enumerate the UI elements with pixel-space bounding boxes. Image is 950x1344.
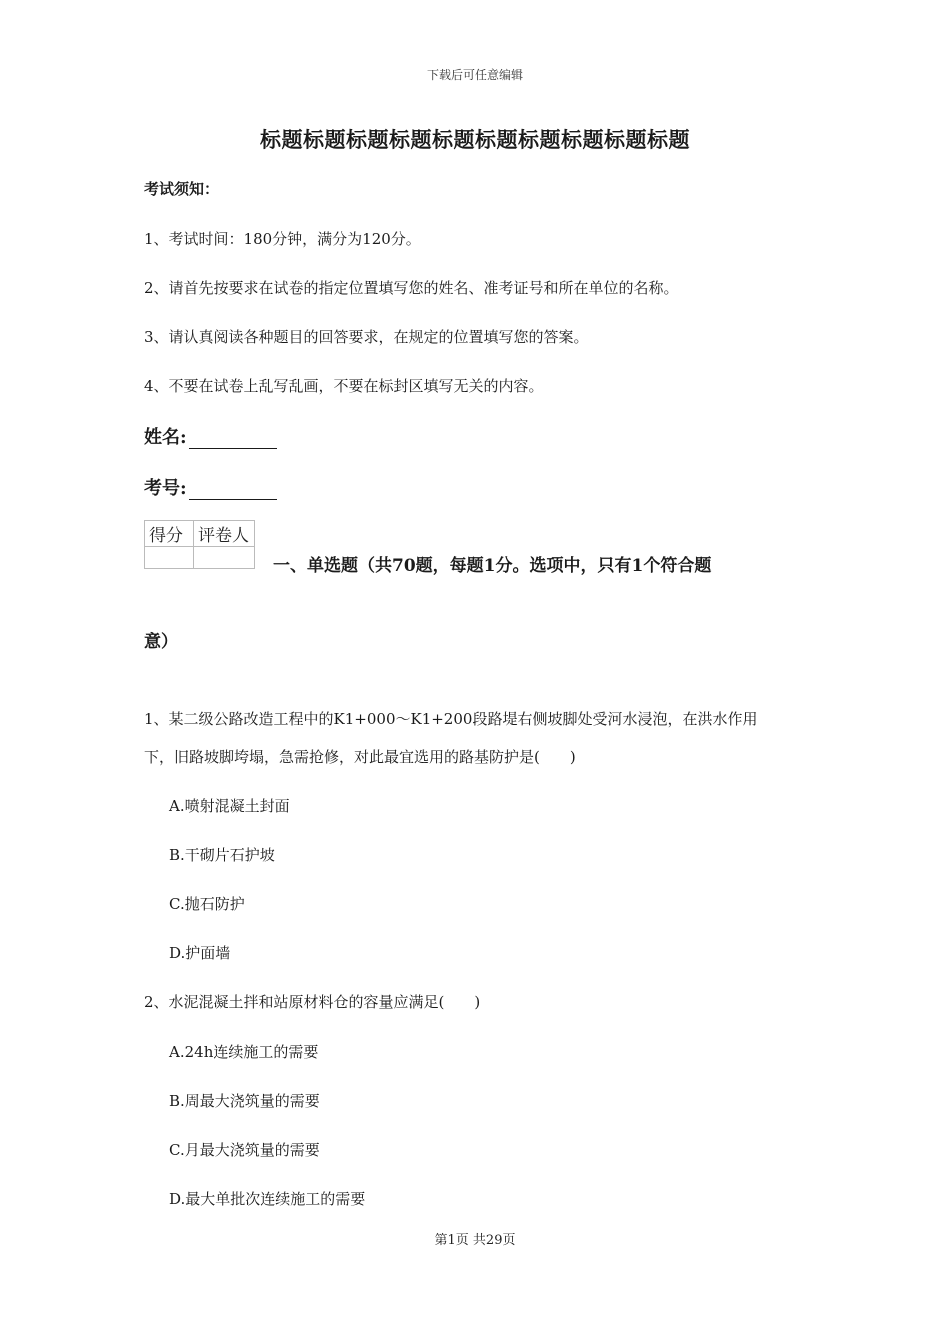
grader-cell[interactable] [194,547,255,569]
instruction-item-3: 3、请认真阅读各种题目的回答要求，在规定的位置填写您的答案。 [144,328,589,346]
question-2-option-b[interactable]: B.周最大浇筑量的需要 [169,1092,320,1110]
grader-header: 评卷人 [194,521,255,547]
instruction-item-1: 1、考试时间：180分钟，满分为120分。 [144,230,421,248]
page-footer: 第1页 共29页 [434,1233,516,1248]
section-title-continued: 意） [144,632,178,652]
score-table [144,520,255,569]
exam-number-label: 考号: [144,478,187,499]
instructions-heading: 考试须知： [144,180,220,198]
score-cell[interactable] [145,547,194,569]
question-2-option-d[interactable]: D.最大单批次连续施工的需要 [169,1190,366,1208]
score-header: 得分 [145,521,194,547]
name-blank[interactable] [189,430,277,449]
section-title: 一、单选题（共70题，每题1分。选项中，只有1个符合题 [273,556,712,576]
question-1-option-b[interactable]: B.干砌片石护坡 [169,846,275,864]
name-field[interactable] [144,423,277,449]
question-2-text: 2、水泥混凝土拌和站原材料仓的容量应满足( ) [144,993,481,1011]
question-2-option-c[interactable]: C.月最大浇筑量的需要 [169,1141,320,1159]
question-2-option-a[interactable]: A.24h连续施工的需要 [169,1043,319,1061]
instruction-item-4: 4、不要在试卷上乱写乱画，不要在标封区填写无关的内容。 [144,377,544,395]
question-1-text: 1、某二级公路改造工程中的K1+000～K1+200段路堤右侧坡脚处受河水浸泡，在洪水作用 [144,710,758,728]
name-label: 姓名: [144,427,187,448]
question-1-option-a[interactable]: A.喷射混凝土封面 [169,797,290,815]
header-note: 下载后可任意编辑 [426,68,523,82]
question-1-option-d[interactable]: D.护面墙 [169,944,231,962]
instruction-item-2: 2、请首先按要求在试卷的指定位置填写您的姓名、准考证号和所在单位的名称。 [144,279,679,297]
exam-number-field[interactable] [144,474,277,500]
question-1-option-c[interactable]: C.抛石防护 [169,895,245,913]
question-1-text-cont: 下，旧路坡脚垮塌，急需抢修，对此最宜选用的路基防护是( ) [144,748,576,766]
document-title: 标题标题标题标题标题标题标题标题标题标题 [260,127,690,152]
exam-number-blank[interactable] [189,481,277,500]
